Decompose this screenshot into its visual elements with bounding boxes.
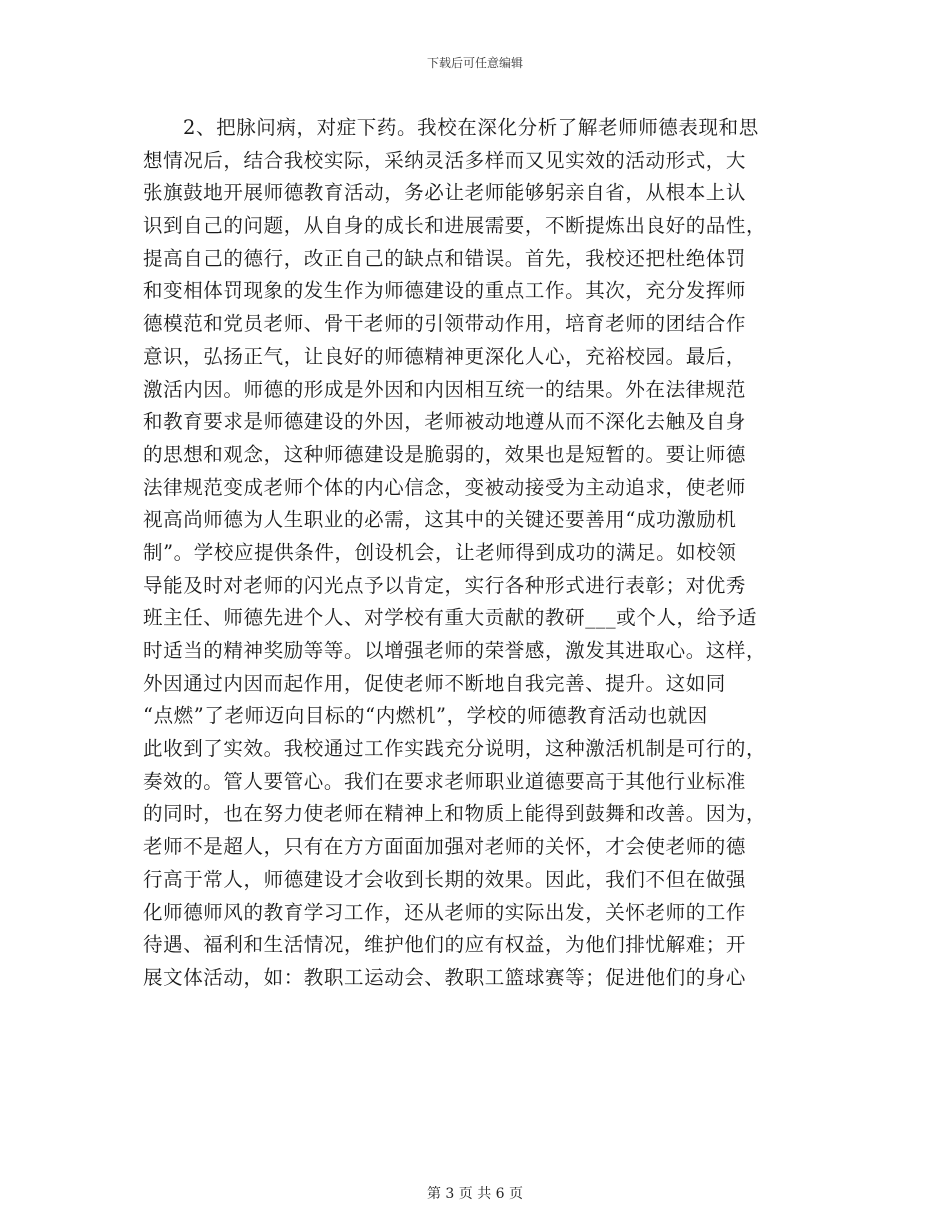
paragraph-line: 识到自己的问题，从自身的成长和进展需要，不断提炼出良好的品性， <box>143 214 767 238</box>
paragraph-line: 奏效的。管人要管心。我们在要求老师职业道德要高于其他行业标准 <box>143 769 747 793</box>
paragraph-line: 行高于常人，师德建设才会收到长期的效果。因此，我们不但在做强 <box>143 867 747 891</box>
paragraph-line: “点燃”了老师迈向目标的“内燃机”，学校的师德教育活动也就因 <box>143 704 708 728</box>
paragraph-line: 外因通过内因而起作用，促使老师不断地自我完善、提升。这如同 <box>143 671 726 695</box>
paragraph-line: 激活内因。师德的形成是外因和内因相互统一的结果。外在法律规范 <box>143 377 747 401</box>
paragraph-line: 德模范和党员老师、骨干老师的引领带动作用，培育老师的团结合作 <box>143 312 747 336</box>
paragraph-line: 此收到了实效。我校通过工作实践充分说明，这种激活机制是可行的， <box>143 737 767 761</box>
paragraph-line: 提高自己的德行，改正自己的缺点和错误。首先，我校还把杜绝体罚 <box>143 246 747 270</box>
paragraph-line: 的思想和观念，这种师德建设是脆弱的，效果也是短暂的。要让师德 <box>143 442 747 466</box>
paragraph-line: 法律规范变成老师个体的内心信念，变被动接受为主动追求，使老师 <box>143 475 747 499</box>
paragraph-line: 和变相体罚现象的发生作为师德建设的重点工作。其次，充分发挥师 <box>143 279 747 303</box>
paragraph-line: 2、把脉问病，对症下药。我校在深化分析了解老师师德表现和思 <box>183 116 759 139</box>
document-body <box>143 112 811 995</box>
page-header: 下载后可任意编辑 <box>426 56 523 70</box>
paragraph-line: 老师不是超人，只有在方方面面加强对老师的关怀，才会使老师的德 <box>143 835 747 859</box>
paragraph-line: 展文体活动，如：教职工运动会、教职工篮球赛等；促进他们的身心 <box>143 965 747 989</box>
paragraph-line: 意识，弘扬正气，让良好的师德精神更深化人心，充裕校园。最后， <box>143 344 747 368</box>
paragraph-line: 制”。学校应提供条件，创设机会，让老师得到成功的满足。如校领 <box>143 540 737 564</box>
paragraph-line: 班主任、师德先进个人、对学校有重大贡献的教研___或个人，给予适 <box>143 606 757 630</box>
paragraph-line: 待遇、福利和生活情况，维护他们的应有权益，为他们排忧解难；开 <box>143 933 747 957</box>
paragraph-line: 导能及时对老师的闪光点予以肯定，实行各种形式进行表彰；对优秀 <box>143 573 747 597</box>
paragraph-line: 的同时，也在努力使老师在精神上和物质上能得到鼓舞和改善。因为， <box>143 802 767 826</box>
paragraph-line: 想情况后，结合我校实际，采纳灵活多样而又见实效的活动形式，大 <box>143 148 747 172</box>
paragraph-line: 和教育要求是师德建设的外因，老师被动地遵从而不深化去触及自身 <box>143 410 747 434</box>
paragraph-line: 化师德师风的教育学习工作，还从老师的实际出发，关怀老师的工作 <box>143 900 747 924</box>
paragraph-line: 视高尚师德为人生职业的必需，这其中的关键还要善用“成功激励机 <box>143 508 737 532</box>
paragraph-line: 张旗鼓地开展师德教育活动，务必让老师能够躬亲自省，从根本上认 <box>143 181 747 205</box>
page-number: 第 3 页 共 6 页 <box>426 1186 524 1202</box>
paragraph-line: 时适当的精神奖励等等。以增强老师的荣誉感，激发其进取心。这样， <box>143 639 767 662</box>
